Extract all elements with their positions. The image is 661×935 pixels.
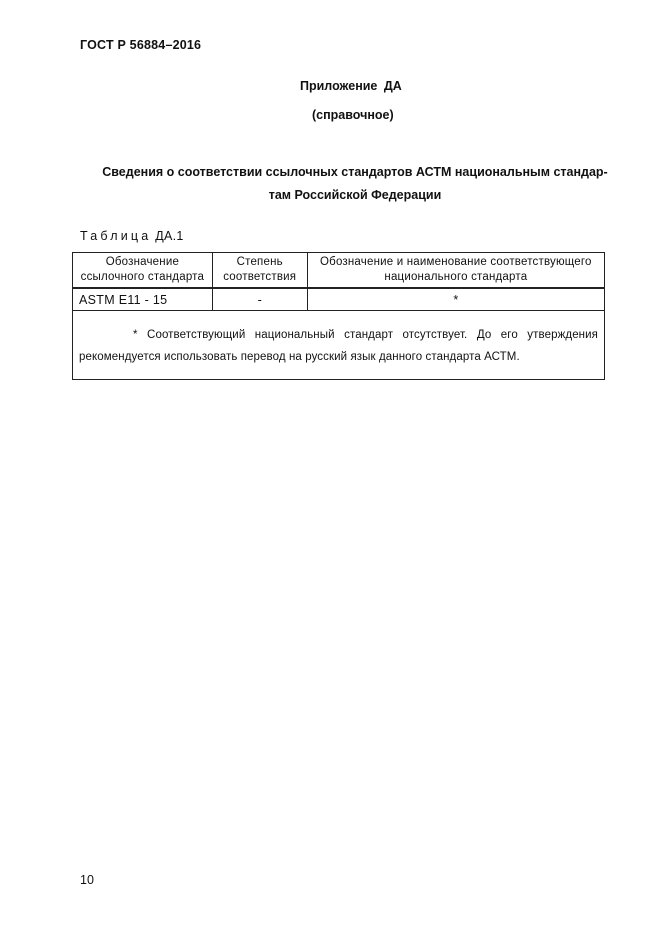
table-row (73, 288, 605, 311)
cell-reference-standard: ASTM E11 - 15 (73, 288, 213, 311)
table-caption-prefix: Таблица (80, 229, 152, 243)
table-footnote-cell (73, 311, 605, 380)
column-header-degree: Степень соответствия (212, 253, 307, 289)
document-code: ГОСТ Р 56884–2016 (80, 38, 202, 52)
column-header-national-standard: Обозначение и наименование соответствующего национального стандарта (307, 253, 604, 289)
column-header-reference-standard: Обозначение ссылочного стандарта (73, 253, 213, 289)
section-heading-line-2: там Российской Федерации (268, 188, 442, 202)
cell-national-standard: * (307, 288, 604, 311)
page-number: 10 (80, 873, 94, 887)
appendix-subtitle: (справочное) (312, 108, 394, 122)
table-caption-number: ДА.1 (155, 229, 184, 243)
section-heading-line-1: Сведения о соответствии ссылочных стандартов АСТМ национальным стандар- (102, 165, 608, 179)
appendix-title: Приложение ДА (300, 79, 402, 93)
table-caption (80, 229, 184, 243)
table-header-row (73, 253, 605, 289)
table-footnote: * Соответствующий национальный стандарт отсутствует. До его утверждения рекомендуется использовать перевод на русский язык данного стандарта АСТМ. (79, 329, 598, 363)
cell-degree: - (212, 288, 307, 311)
section-heading (80, 161, 630, 207)
table-footnote-row (73, 311, 605, 380)
reference-standards-table (72, 252, 605, 380)
